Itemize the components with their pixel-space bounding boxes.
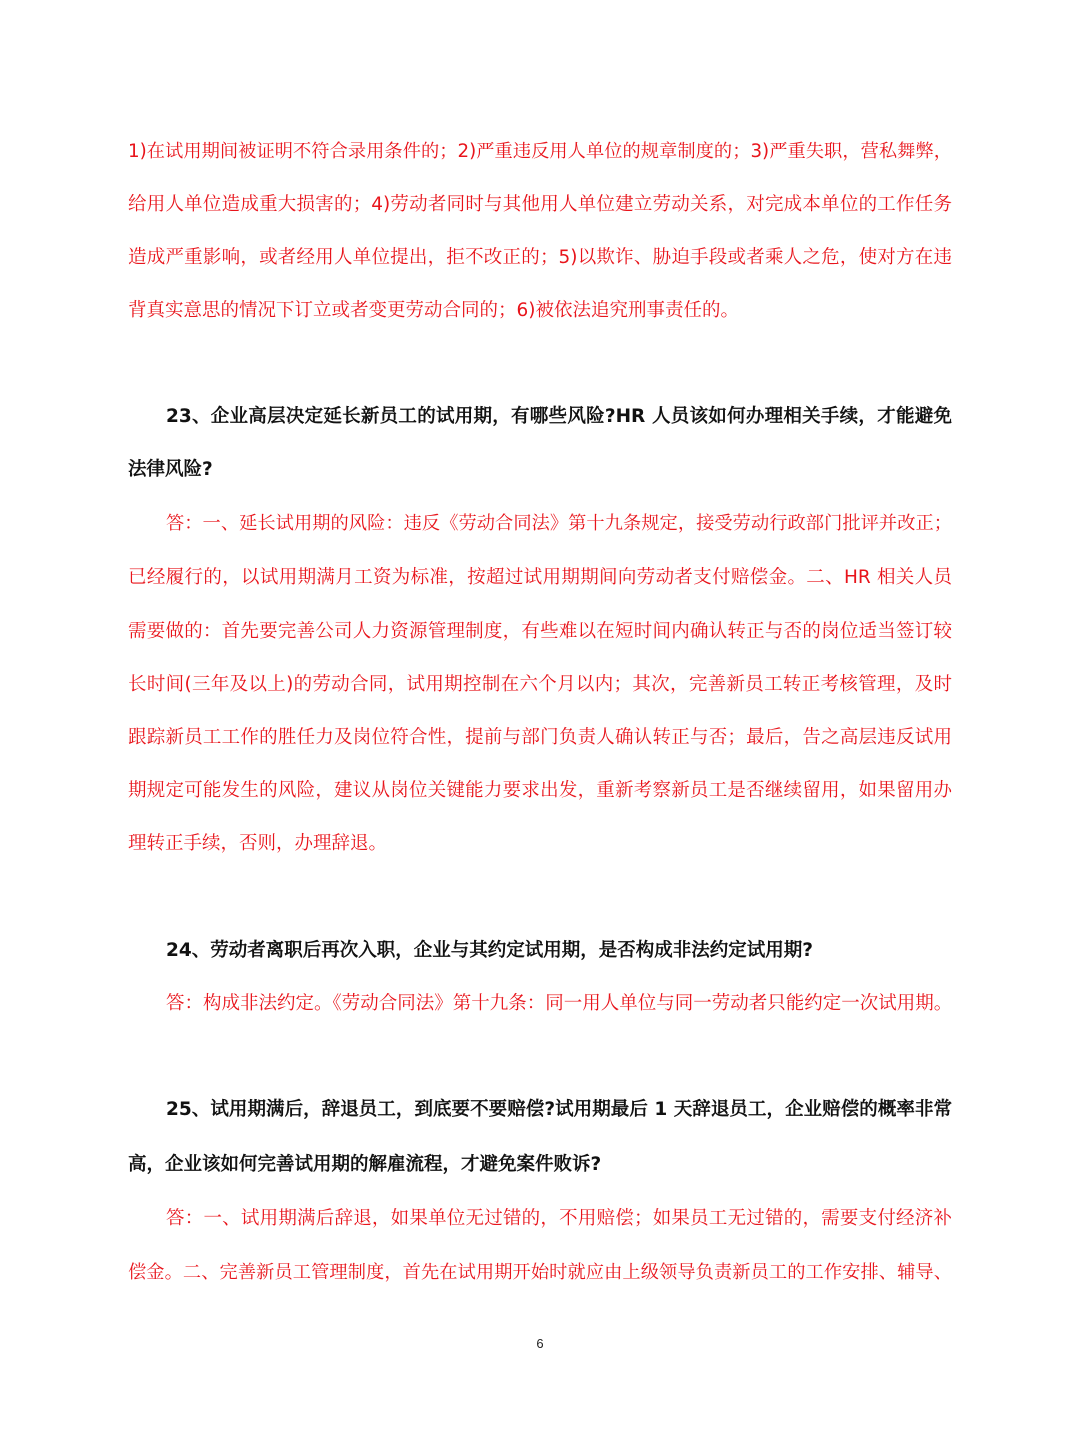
answer-24: 答：构成非法约定。《劳动合同法》第十九条：同一用人单位与同一劳动者只能约定一次试用期。 xyxy=(166,993,953,1014)
answer-23-line: 需要做的：首先要完善公司人力资源管理制度，有些难以在短时间内确认转正与否的岗位适当签订较 xyxy=(128,621,952,642)
answer-23-line: 理转正手续，否则，办理辞退。 xyxy=(128,833,388,854)
answer-line: 给用人单位造成重大损害的；4)劳动者同时与其他用人单位建立劳动关系，对完成本单位的工作任务 xyxy=(128,194,952,215)
answer-line: 背真实意思的情况下订立或者变更劳动合同的；6)被依法追究刑事责任的。 xyxy=(128,300,739,321)
answer-23-line: 长时间(三年及以上)的劳动合同，试用期控制在六个月以内；其次，完善新员工转正考核管理，及时 xyxy=(128,674,952,695)
question-25-line: 25、试用期满后，辞退员工，到底要不要赔偿?试用期最后 1 天辞退员工，企业赔偿的概率非常 xyxy=(166,1099,952,1120)
answer-line: 造成严重影响，或者经用人单位提出，拒不改正的；5)以欺诈、胁迫手段或者乘人之危，使对方在违 xyxy=(128,247,952,268)
answer-25-line: 答：一、试用期满后辞退，如果单位无过错的，不用赔偿；如果员工无过错的，需要支付经济补 xyxy=(166,1208,952,1229)
answer-line: 1)在试用期间被证明不符合录用条件的；2)严重违反用人单位的规章制度的；3)严重失职，营私舞弊， xyxy=(128,141,952,162)
answer-23-line: 跟踪新员工工作的胜任力及岗位符合性，提前与部门负责人确认转正与否；最后，告之高层违反试用 xyxy=(128,727,952,748)
question-24: 24、劳动者离职后再次入职，企业与其约定试用期，是否构成非法约定试用期? xyxy=(166,940,813,961)
answer-25-line: 偿金。二、完善新员工管理制度，首先在试用期开始时就应由上级领导负责新员工的工作安排、辅导、 xyxy=(128,1262,952,1283)
answer-23-line: 期规定可能发生的风险，建议从岗位关键能力要求出发，重新考察新员工是否继续留用，如果留用办 xyxy=(128,780,952,801)
question-23-line: 23、企业高层决定延长新员工的试用期，有哪些风险?HR 人员该如何办理相关手续，才能避免 xyxy=(166,406,952,427)
answer-23-line: 答：一、延长试用期的风险：违反《劳动合同法》第十九条规定，接受劳动行政部门批评并改正； xyxy=(166,513,952,534)
question-23-line: 法律风险? xyxy=(128,459,213,480)
question-25-line: 高，企业该如何完善试用期的解雇流程，才避免案件败诉? xyxy=(128,1154,602,1175)
answer-23-line: 已经履行的，以试用期满月工资为标准，按超过试用期期间向劳动者支付赔偿金。二、HR 相关人员 xyxy=(128,567,952,588)
page-number: 6 xyxy=(536,1336,544,1351)
